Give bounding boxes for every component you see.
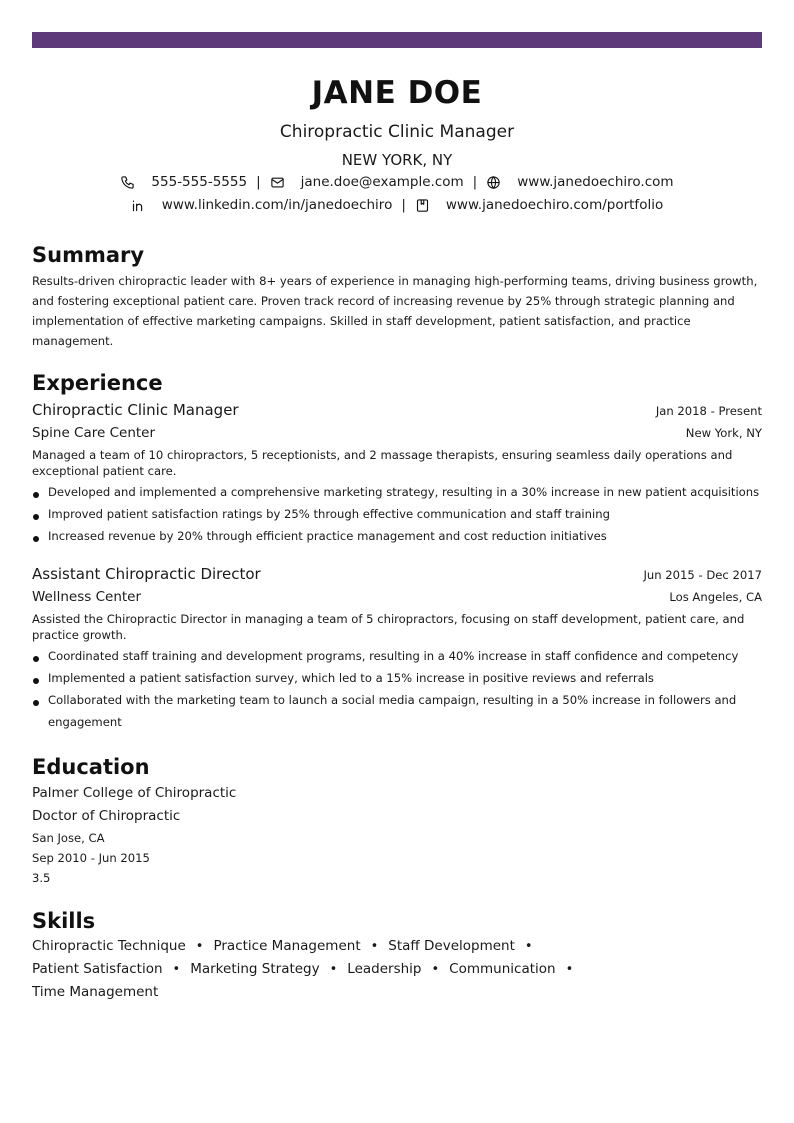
education-school: Palmer College of Chiropractic <box>32 785 237 801</box>
skill-item: Staff Development • <box>388 935 542 958</box>
contact-separator: | <box>256 174 261 190</box>
bullet-item: Improved patient satisfaction ratings by 25% through effective communication and staff training <box>32 503 762 525</box>
globe-icon <box>486 175 501 190</box>
portfolio-link[interactable]: www.janedoechiro.com/portfolio <box>445 197 664 213</box>
summary-section <box>32 243 762 351</box>
job-entry <box>32 399 762 547</box>
education-degree: Doctor of Chiropractic <box>32 808 181 824</box>
education-location: San Jose, CA <box>32 831 105 845</box>
skills-heading: Skills <box>32 909 96 933</box>
job-location: Los Angeles, CA <box>669 590 762 604</box>
job-bullets <box>32 645 762 733</box>
skill-item: Marketing Strategy • <box>190 958 347 981</box>
experience-section <box>32 371 762 733</box>
skill-item: Communication • <box>449 958 583 981</box>
skill-item: Practice Management • <box>213 935 388 958</box>
bullet-item: Coordinated staff training and development programs, resulting in a 40% increase in staff confidence and competency <box>32 645 762 667</box>
bullet-item: Developed and implemented a comprehensive marketing strategy, resulting in a 30% increase in new patient acquisitions <box>32 481 762 503</box>
website-link[interactable]: www.janedoechiro.com <box>517 174 674 190</box>
education-heading: Education <box>32 755 150 779</box>
bullet-item: Increased revenue by 20% through efficient practice management and cost reduction initiatives <box>32 525 762 547</box>
bullet-item: Implemented a patient satisfaction survey, which led to a 15% increase in positive reviews and referrals <box>32 667 762 689</box>
skills-list <box>32 935 652 1004</box>
linkedin-icon <box>131 198 146 213</box>
job-title: Chiropractic Clinic Manager <box>32 401 239 419</box>
job-description: Managed a team of 10 chiropractors, 5 receptionists, and 2 massage therapists, ensuring seamless daily operations and exceptional patient care. <box>32 448 733 478</box>
phone-number[interactable]: 555-555-5555 <box>151 174 248 190</box>
portfolio-icon <box>415 198 430 213</box>
job-dates: Jun 2015 - Dec 2017 <box>643 568 762 582</box>
summary-heading: Summary <box>32 243 145 267</box>
education-dates: Sep 2010 - Jun 2015 <box>32 851 150 865</box>
contact-row-secondary <box>32 195 762 215</box>
skills-section <box>32 909 762 1004</box>
resume-page <box>32 32 762 1004</box>
job-description: Assisted the Chiropractic Director in managing a team of 5 chiropractors, focusing on staff development, patient care, and practice growth. <box>32 612 745 642</box>
accent-bar <box>32 32 762 48</box>
contact-row-primary <box>32 172 762 192</box>
job-bullets <box>32 481 762 547</box>
candidate-role: Chiropractic Clinic Manager <box>279 122 515 142</box>
job-entry <box>32 563 762 733</box>
job-company: Spine Care Center <box>32 425 156 441</box>
summary-text: Results-driven chiropractic leader with 8+ years of experience in managing high-performing teams, driving business growth, and fostering exceptional patient care. Proven track record of increasing revenue by 25% through strategic planning and implementation of effective marketing campaigns. Skilled in staff development, patient satisfaction, and practice management. <box>32 274 758 348</box>
candidate-name: JANE DOE <box>311 75 483 111</box>
education-section <box>32 755 762 888</box>
experience-heading: Experience <box>32 371 163 395</box>
contact-separator: | <box>401 197 406 213</box>
linkedin-link[interactable]: www.linkedin.com/in/janedoechiro <box>161 197 393 213</box>
skill-item: Patient Satisfaction • <box>32 958 190 981</box>
skill-item: Time Management <box>32 984 159 1000</box>
candidate-location: NEW YORK, NY <box>341 151 453 169</box>
skill-item: Chiropractic Technique • <box>32 935 213 958</box>
job-company: Wellness Center <box>32 589 142 605</box>
job-dates: Jan 2018 - Present <box>655 404 762 418</box>
email-icon <box>270 175 285 190</box>
contact-separator: | <box>472 174 478 190</box>
bullet-item: Collaborated with the marketing team to launch a social media campaign, resulting in a 50% increase in followers and engagement <box>32 689 762 733</box>
email-link[interactable]: jane.doe@example.com <box>300 174 464 190</box>
phone-icon <box>120 175 135 190</box>
job-location: New York, NY <box>685 426 762 440</box>
education-gpa: 3.5 <box>32 871 51 885</box>
skill-item: Leadership • <box>347 958 449 981</box>
job-title: Assistant Chiropractic Director <box>32 565 261 583</box>
